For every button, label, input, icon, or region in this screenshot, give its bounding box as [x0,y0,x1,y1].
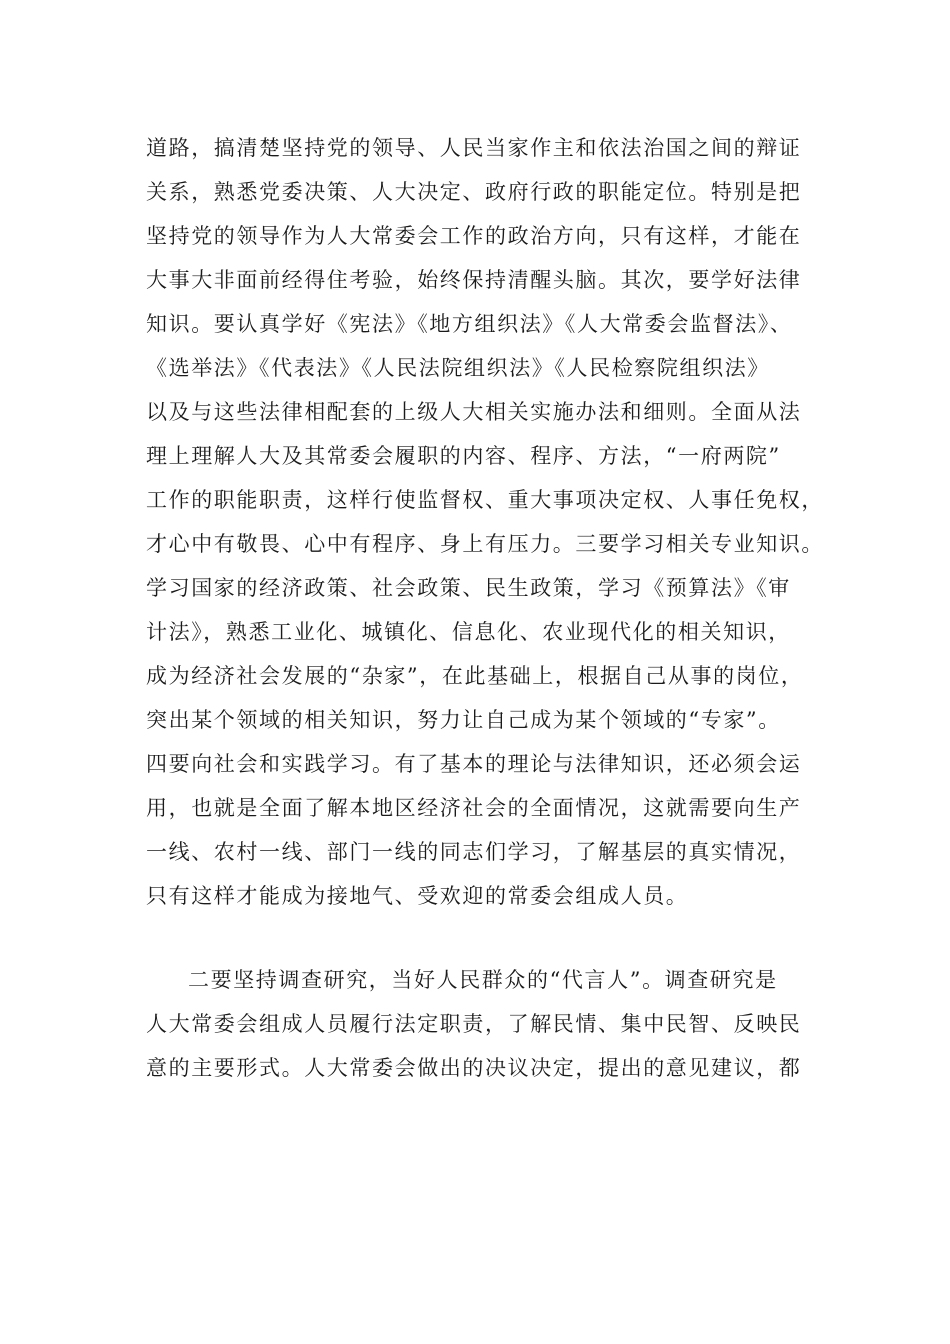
paragraph-line: 关系，熟悉党委决策、人大决定、政府行政的职能定位。特别是把 [146,180,802,204]
paragraph-line: 计法》，熟悉工业化、城镇化、信息化、农业现代化的相关知识， [146,620,791,644]
paragraph-line: 意的主要形式。人大常委会做出的决议决定，提出的意见建议，都 [146,1056,802,1080]
paragraph-line: 才心中有敬畏、心中有程序、身上有压力。三要学习相关专业知识。 [146,532,824,556]
paragraph-line: 坚持党的领导作为人大常委会工作的政治方向，只有这样，才能在 [146,224,802,248]
paragraph-line: 《选举法》《代表法》《人民法院组织法》《人民检察院组织法》 [146,356,770,380]
paragraph-line: 知识。要认真学好《宪法》《地方组织法》《人大常委会监督法》、 [146,312,793,336]
paragraph-line: 突出某个领域的相关知识，努力让自己成为某个领域的“专家”。 [146,708,781,732]
paragraph-line: 四要向社会和实践学习。有了基本的理论与法律知识，还必须会运 [146,752,802,776]
paragraph-line: 一线、农村一线、部门一线的同志们学习，了解基层的真实情况， [146,840,802,864]
paragraph-line: 大事大非面前经得住考验，始终保持清醒头脑。其次，要学好法律 [146,268,802,292]
paragraph-line: 工作的职能职责，这样行使监督权、重大事项决定权、人事任免权， [146,488,824,512]
paragraph-line: 理上理解人大及其常委会履职的内容、程序、方法，“一府两院” [146,444,781,468]
paragraph-line: 人大常委会组成人员履行法定职责，了解民情、集中民智、反映民 [146,1012,802,1036]
paragraph-line: 用，也就是全面了解本地区经济社会的全面情况，这就需要向生产 [146,796,802,820]
paragraph-line: 道路，搞清楚坚持党的领导、人民当家作主和依法治国之间的辩证 [146,136,802,160]
paragraph-line: 二要坚持调查研究，当好人民群众的“代言人”。调查研究是 [188,968,778,992]
paragraph-line: 成为经济社会发展的“杂家”，在此基础上，根据自己从事的岗位， [146,664,804,688]
paragraph-line: 学习国家的经济政策、社会政策、民生政策，学习《预算法》《审 [146,576,791,600]
paragraph-line: 只有这样才能成为接地气、受欢迎的常委会组成人员。 [146,884,689,908]
paragraph-line: 以及与这些法律相配套的上级人大相关实施办法和细则。全面从法 [146,400,802,424]
